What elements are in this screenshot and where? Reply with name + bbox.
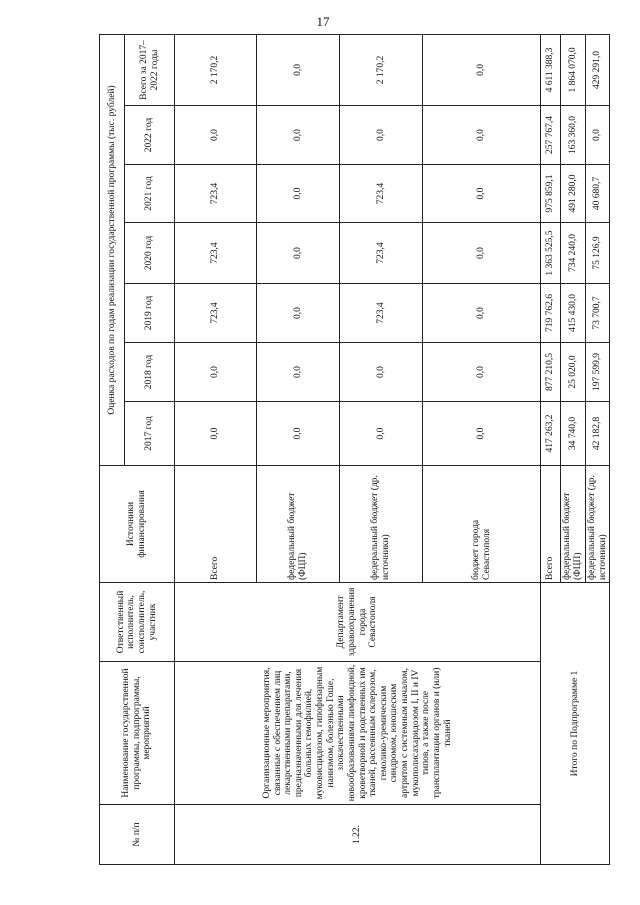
total-value-cell: 415 430,0 xyxy=(561,284,586,343)
total-value-cell-grand: 1 864 070,0 xyxy=(561,34,586,105)
total-value-cell: 877 210,5 xyxy=(541,343,561,402)
total-value-cell-grand: 4 611 388,3 xyxy=(541,34,561,105)
value-cell: 0,0 xyxy=(257,284,340,343)
value-cell: 0,0 xyxy=(257,343,340,402)
table-row xyxy=(175,34,257,864)
value-cell: 723,4 xyxy=(340,284,423,343)
total-value-cell: 719 762,6 xyxy=(541,284,561,343)
total-label: Итого по Подпрограмме 1 xyxy=(541,583,610,865)
value-cell-total: 2 170,2 xyxy=(175,34,257,105)
header-name: Наименование государственной программы, подпрограммы, мероприятий xyxy=(100,662,175,805)
total-value-cell: 734 240,0 xyxy=(561,223,586,284)
total-value-cell-grand: 429 291,0 xyxy=(586,34,610,105)
total-value-cell: 0,0 xyxy=(586,106,610,165)
value-cell: 0,0 xyxy=(257,106,340,165)
funding-source: федеральный бюджет (др. источники) xyxy=(340,466,423,583)
total-value-cell: 73 700,7 xyxy=(586,284,610,343)
total-value-cell: 1 363 525,5 xyxy=(541,223,561,284)
value-cell: 0,0 xyxy=(340,106,423,165)
total-value-cell: 75 126,9 xyxy=(586,223,610,284)
header-executor: Ответственный исполнитель, соисполнитель, участник xyxy=(100,583,175,662)
value-cell: 723,4 xyxy=(175,223,257,284)
value-cell: 0,0 xyxy=(257,223,340,284)
total-value-cell: 34 740,0 xyxy=(561,402,586,466)
value-cell: 0,0 xyxy=(423,223,541,284)
header-year: 2020 год xyxy=(125,223,175,284)
header-year: 2021 год xyxy=(125,165,175,223)
funding-source: федеральный бюджет (др. источники) xyxy=(586,466,610,583)
total-value-cell: 40 680,7 xyxy=(586,165,610,223)
header-year: 2017 год xyxy=(125,402,175,466)
header-source: Источники финансирования xyxy=(100,466,175,583)
value-cell: 0,0 xyxy=(423,402,541,466)
value-cell: 0,0 xyxy=(423,106,541,165)
header-estimate: Оценка расходов по годам реализации государственной программы (тыс. рублей) xyxy=(100,34,125,465)
value-cell: 723,4 xyxy=(175,165,257,223)
funding-source: федеральный бюджет (ФЦП) xyxy=(257,466,340,583)
value-cell: 0,0 xyxy=(423,284,541,343)
header-row-top xyxy=(100,34,125,864)
total-row xyxy=(541,34,561,864)
total-value-cell: 417 263,2 xyxy=(541,402,561,466)
value-cell: 723,4 xyxy=(175,284,257,343)
value-cell: 0,0 xyxy=(423,165,541,223)
total-value-cell: 42 182,8 xyxy=(586,402,610,466)
page-number: 17 xyxy=(316,14,330,29)
funding-source: Всего xyxy=(541,466,561,583)
total-value-cell: 25 020,0 xyxy=(561,343,586,402)
value-cell: 0,0 xyxy=(257,402,340,466)
total-value-cell: 257 767,4 xyxy=(541,106,561,165)
value-cell: 0,0 xyxy=(175,343,257,402)
value-cell-total: 0,0 xyxy=(257,34,340,105)
value-cell: 0,0 xyxy=(257,165,340,223)
header-num: № п/п xyxy=(100,805,175,865)
funding-source: федеральный бюджет (ФЦП) xyxy=(561,466,586,583)
value-cell: 723,4 xyxy=(340,223,423,284)
header-year: 2018 год xyxy=(125,343,175,402)
header-year-total: Всего за 2017–2022 годы xyxy=(125,34,175,105)
header-year: 2022 год xyxy=(125,106,175,165)
budget-table xyxy=(99,34,610,865)
funding-source: бюджет города Севастополя xyxy=(423,466,541,583)
executor-name: Департамент здравоохранения города Севастополя xyxy=(175,583,541,662)
rotated-table-wrapper xyxy=(99,35,609,865)
value-cell: 0,0 xyxy=(340,402,423,466)
value-cell: 0,0 xyxy=(175,106,257,165)
value-cell-total: 2 170,2 xyxy=(340,34,423,105)
value-cell: 0,0 xyxy=(340,343,423,402)
row-number: 1.22. xyxy=(175,805,541,865)
total-value-cell: 491 280,0 xyxy=(561,165,586,223)
total-value-cell: 197 599,9 xyxy=(586,343,610,402)
header-year: 2019 год xyxy=(125,284,175,343)
measure-name: Организационные мероприятия, связанные с обеспечением лиц лекарственными препаратами, предназначенными для лечения больных гемофилией, муковисцидозом, гипофизарным нанизмом, болезнью Гоше, злокачественными новообразованиями лимфоидной, кроветворной и родственных им тканей, рассеянным склерозом, гемолико-уремическим синдромом, юношеским артритом с системным началом, мукополисахаридозом I, II и IV типов, а также после трансплантации органов и (или) тканей xyxy=(175,662,541,805)
value-cell: 0,0 xyxy=(175,402,257,466)
value-cell: 723,4 xyxy=(340,165,423,223)
value-cell: 0,0 xyxy=(423,343,541,402)
value-cell-total: 0,0 xyxy=(423,34,541,105)
funding-source: Всего xyxy=(175,466,257,583)
total-value-cell: 975 859,1 xyxy=(541,165,561,223)
total-value-cell: 163 360,0 xyxy=(561,106,586,165)
